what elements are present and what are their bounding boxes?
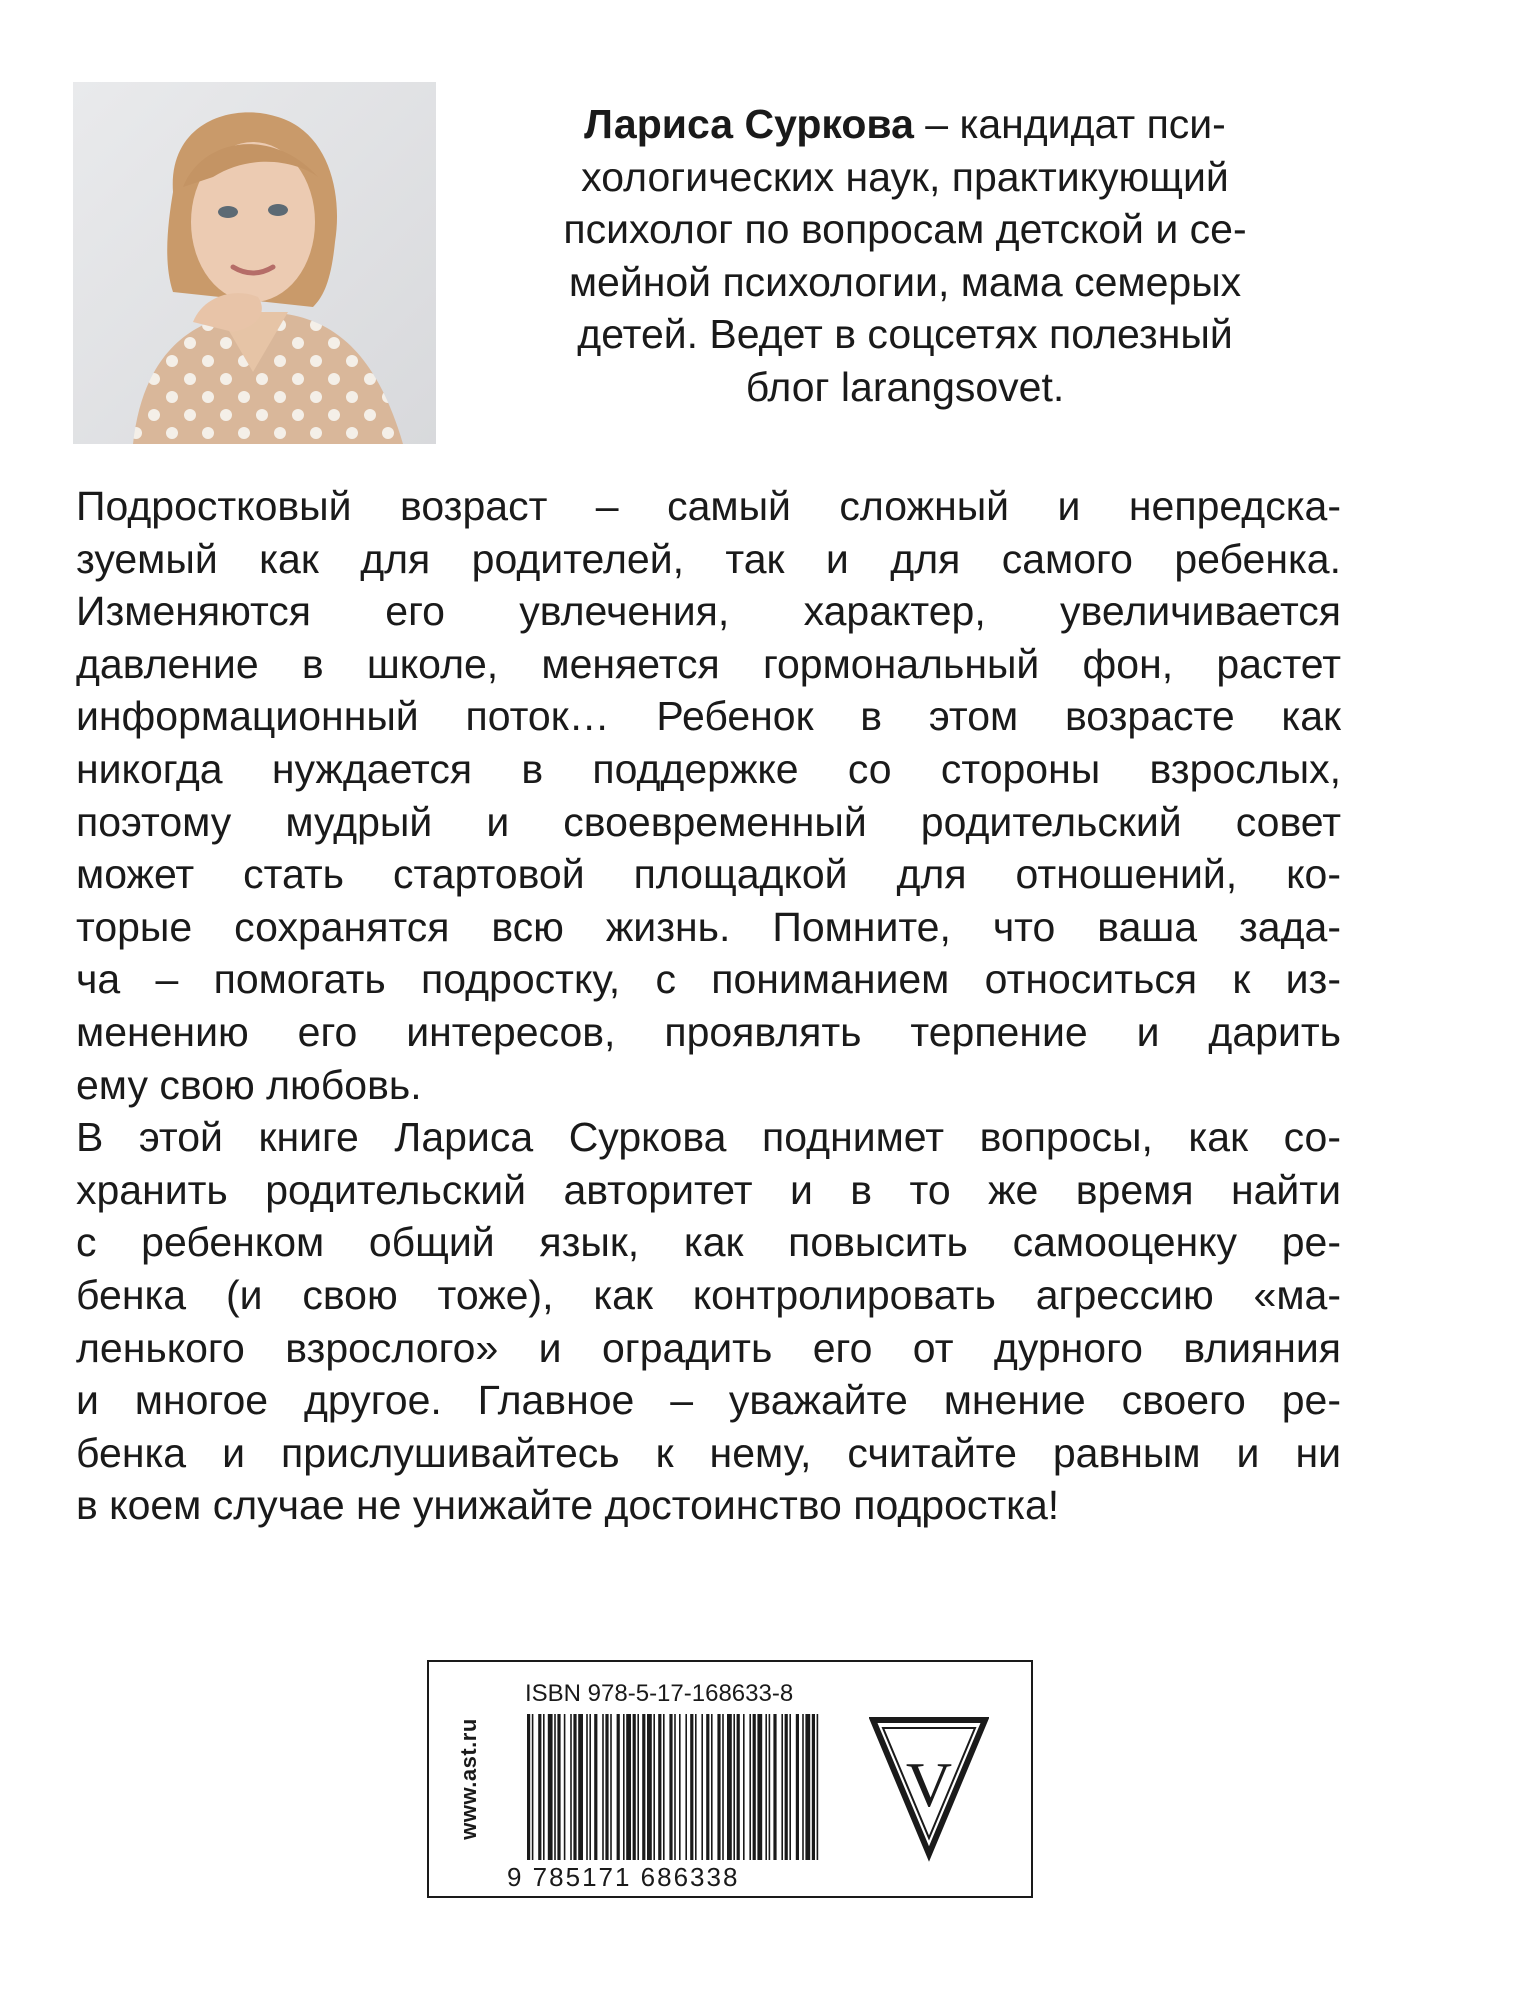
barcode-bar xyxy=(564,1714,566,1860)
barcode-bar xyxy=(695,1714,697,1860)
barcode-bar xyxy=(543,1714,545,1860)
barcode-bar xyxy=(610,1714,612,1860)
barcode-bar xyxy=(706,1714,709,1860)
barcode-bar xyxy=(653,1714,655,1860)
description-line: никогда нуждается в поддержке со стороны взрослых, xyxy=(76,745,1341,792)
description-line: ча – помогать подростку, с пониманием относиться к из- xyxy=(76,956,1341,1003)
book-description xyxy=(76,480,1341,1532)
barcode-bar xyxy=(589,1714,591,1860)
barcode-bar xyxy=(805,1714,810,1860)
barcode-bar xyxy=(532,1714,534,1860)
isbn-box xyxy=(427,1660,1033,1898)
barcode-bar xyxy=(757,1714,762,1860)
barcode-bar xyxy=(538,1714,541,1860)
barcode-bar xyxy=(578,1714,583,1860)
description-line: ленького взрослого» и оградить его от дурного влияния xyxy=(76,1324,1341,1371)
description-line: в коем случае не унижайте достоинство подростка! xyxy=(76,1482,1060,1529)
barcode-bar xyxy=(557,1714,560,1860)
barcode-bar xyxy=(637,1714,639,1860)
description-line: зуемый как для родителей, так и для самого ребенка. xyxy=(76,535,1341,582)
description-line: хранить родительский авторитет и в то же время найти xyxy=(76,1166,1341,1213)
description-line: информационный поток… Ребенок в этом возрасте как xyxy=(76,693,1341,740)
barcode-bar xyxy=(722,1714,724,1860)
description-line: с ребенком общий язык, как повысить самооценку ре- xyxy=(76,1219,1341,1266)
barcode-bar xyxy=(789,1714,791,1860)
barcode-bar xyxy=(765,1714,767,1860)
description-line: торые сохранятся всю жизнь. Помните, что ваша зада- xyxy=(76,903,1341,950)
barcode-bar xyxy=(733,1714,735,1860)
description-line: и многое другое. Главное – уважайте мнение своего ре- xyxy=(76,1377,1341,1424)
barcode-bar xyxy=(548,1714,553,1860)
barcode-bar xyxy=(781,1714,783,1860)
description-line: менению его интересов, проявлять терпение и дарить xyxy=(76,1008,1341,1055)
barcode-bar xyxy=(626,1714,631,1860)
barcode-bar xyxy=(817,1714,819,1860)
barcode-bar xyxy=(737,1714,740,1860)
author-bio-line-rest: – кандидат пси- xyxy=(913,101,1226,147)
ean-digits: 9 785171 686338 xyxy=(507,1862,740,1892)
description-line: поэтому мудрый и своевременный родительский совет xyxy=(76,798,1341,845)
barcode-bar xyxy=(812,1714,815,1860)
barcode-bar xyxy=(717,1714,720,1860)
barcode-bar xyxy=(674,1714,676,1860)
description-line: Изменяются его увлечения, характер, увеличивается xyxy=(76,588,1341,635)
barcode-bar xyxy=(796,1714,799,1860)
author-name: Лариса Суркова xyxy=(584,101,914,147)
barcode-bar xyxy=(658,1714,661,1860)
barcode-bar xyxy=(573,1714,576,1860)
publisher-logo-letter: V xyxy=(905,1749,953,1820)
barcode-bar xyxy=(617,1714,620,1860)
barcode-bar xyxy=(633,1714,636,1860)
barcode-bar xyxy=(642,1714,645,1860)
description-line: ему свою любовь. xyxy=(76,1061,422,1108)
barcode-bar xyxy=(769,1714,771,1860)
description-line: В этой книге Лариса Суркова поднимет вопросы, как со- xyxy=(76,1114,1341,1161)
barcode-bar xyxy=(554,1714,556,1860)
barcode-bar xyxy=(669,1714,672,1860)
author-photo xyxy=(73,82,436,444)
barcode-bar xyxy=(727,1714,732,1860)
isbn-label: ISBN 978-5-17-168633-8 xyxy=(525,1680,794,1707)
barcode-bar xyxy=(586,1714,588,1860)
barcode-bar xyxy=(701,1714,703,1860)
barcode-bar xyxy=(690,1714,693,1860)
author-bio xyxy=(470,98,1340,413)
author-bio-line: блог larangsovet. xyxy=(745,363,1065,410)
author-bio-line: хологических наук, практикующий xyxy=(581,153,1229,200)
publisher-website xyxy=(449,1684,489,1874)
author-bio-line: психолог по вопросам детской и се- xyxy=(563,206,1247,252)
description-line: бенка (и свою тоже), как контролировать агрессию «ма- xyxy=(76,1271,1341,1318)
description-line: давление в школе, меняется гормональный фон, растет xyxy=(76,640,1341,687)
barcode-bar xyxy=(743,1714,745,1860)
barcode-bar xyxy=(605,1714,608,1860)
publisher-website-text: www.ast.ru xyxy=(456,1718,481,1840)
barcode-bar xyxy=(679,1714,681,1860)
publisher-logo-icon xyxy=(869,1714,989,1864)
description-line: может стать стартовой площадкой для отношений, ко- xyxy=(76,851,1341,898)
barcode-bar xyxy=(527,1714,530,1860)
barcode-bar xyxy=(785,1714,788,1860)
barcode-bar xyxy=(663,1714,665,1860)
barcode-bar xyxy=(773,1714,776,1860)
author-bio-line: мейной психологии, мама семерых xyxy=(568,258,1242,305)
barcode-bar xyxy=(647,1714,652,1860)
barcode-bar xyxy=(594,1714,597,1860)
author-bio-line xyxy=(470,98,1340,151)
description-line: бенка и прислушивайтесь к нему, считайте равным и ни xyxy=(76,1429,1341,1476)
barcode-bar xyxy=(711,1714,713,1860)
barcode-bar xyxy=(753,1714,756,1860)
barcode-bar xyxy=(570,1714,572,1860)
barcode-bar xyxy=(749,1714,751,1860)
barcode xyxy=(523,1714,823,1860)
description-line: Подростковый возраст – самый сложный и непредска- xyxy=(76,483,1341,529)
barcode-bar xyxy=(802,1714,804,1860)
barcode-bar xyxy=(623,1714,625,1860)
barcode-bar xyxy=(602,1714,604,1860)
barcode-bar xyxy=(685,1714,687,1860)
author-bio-line: детей. Ведет в соцсетях полезный xyxy=(577,311,1233,357)
